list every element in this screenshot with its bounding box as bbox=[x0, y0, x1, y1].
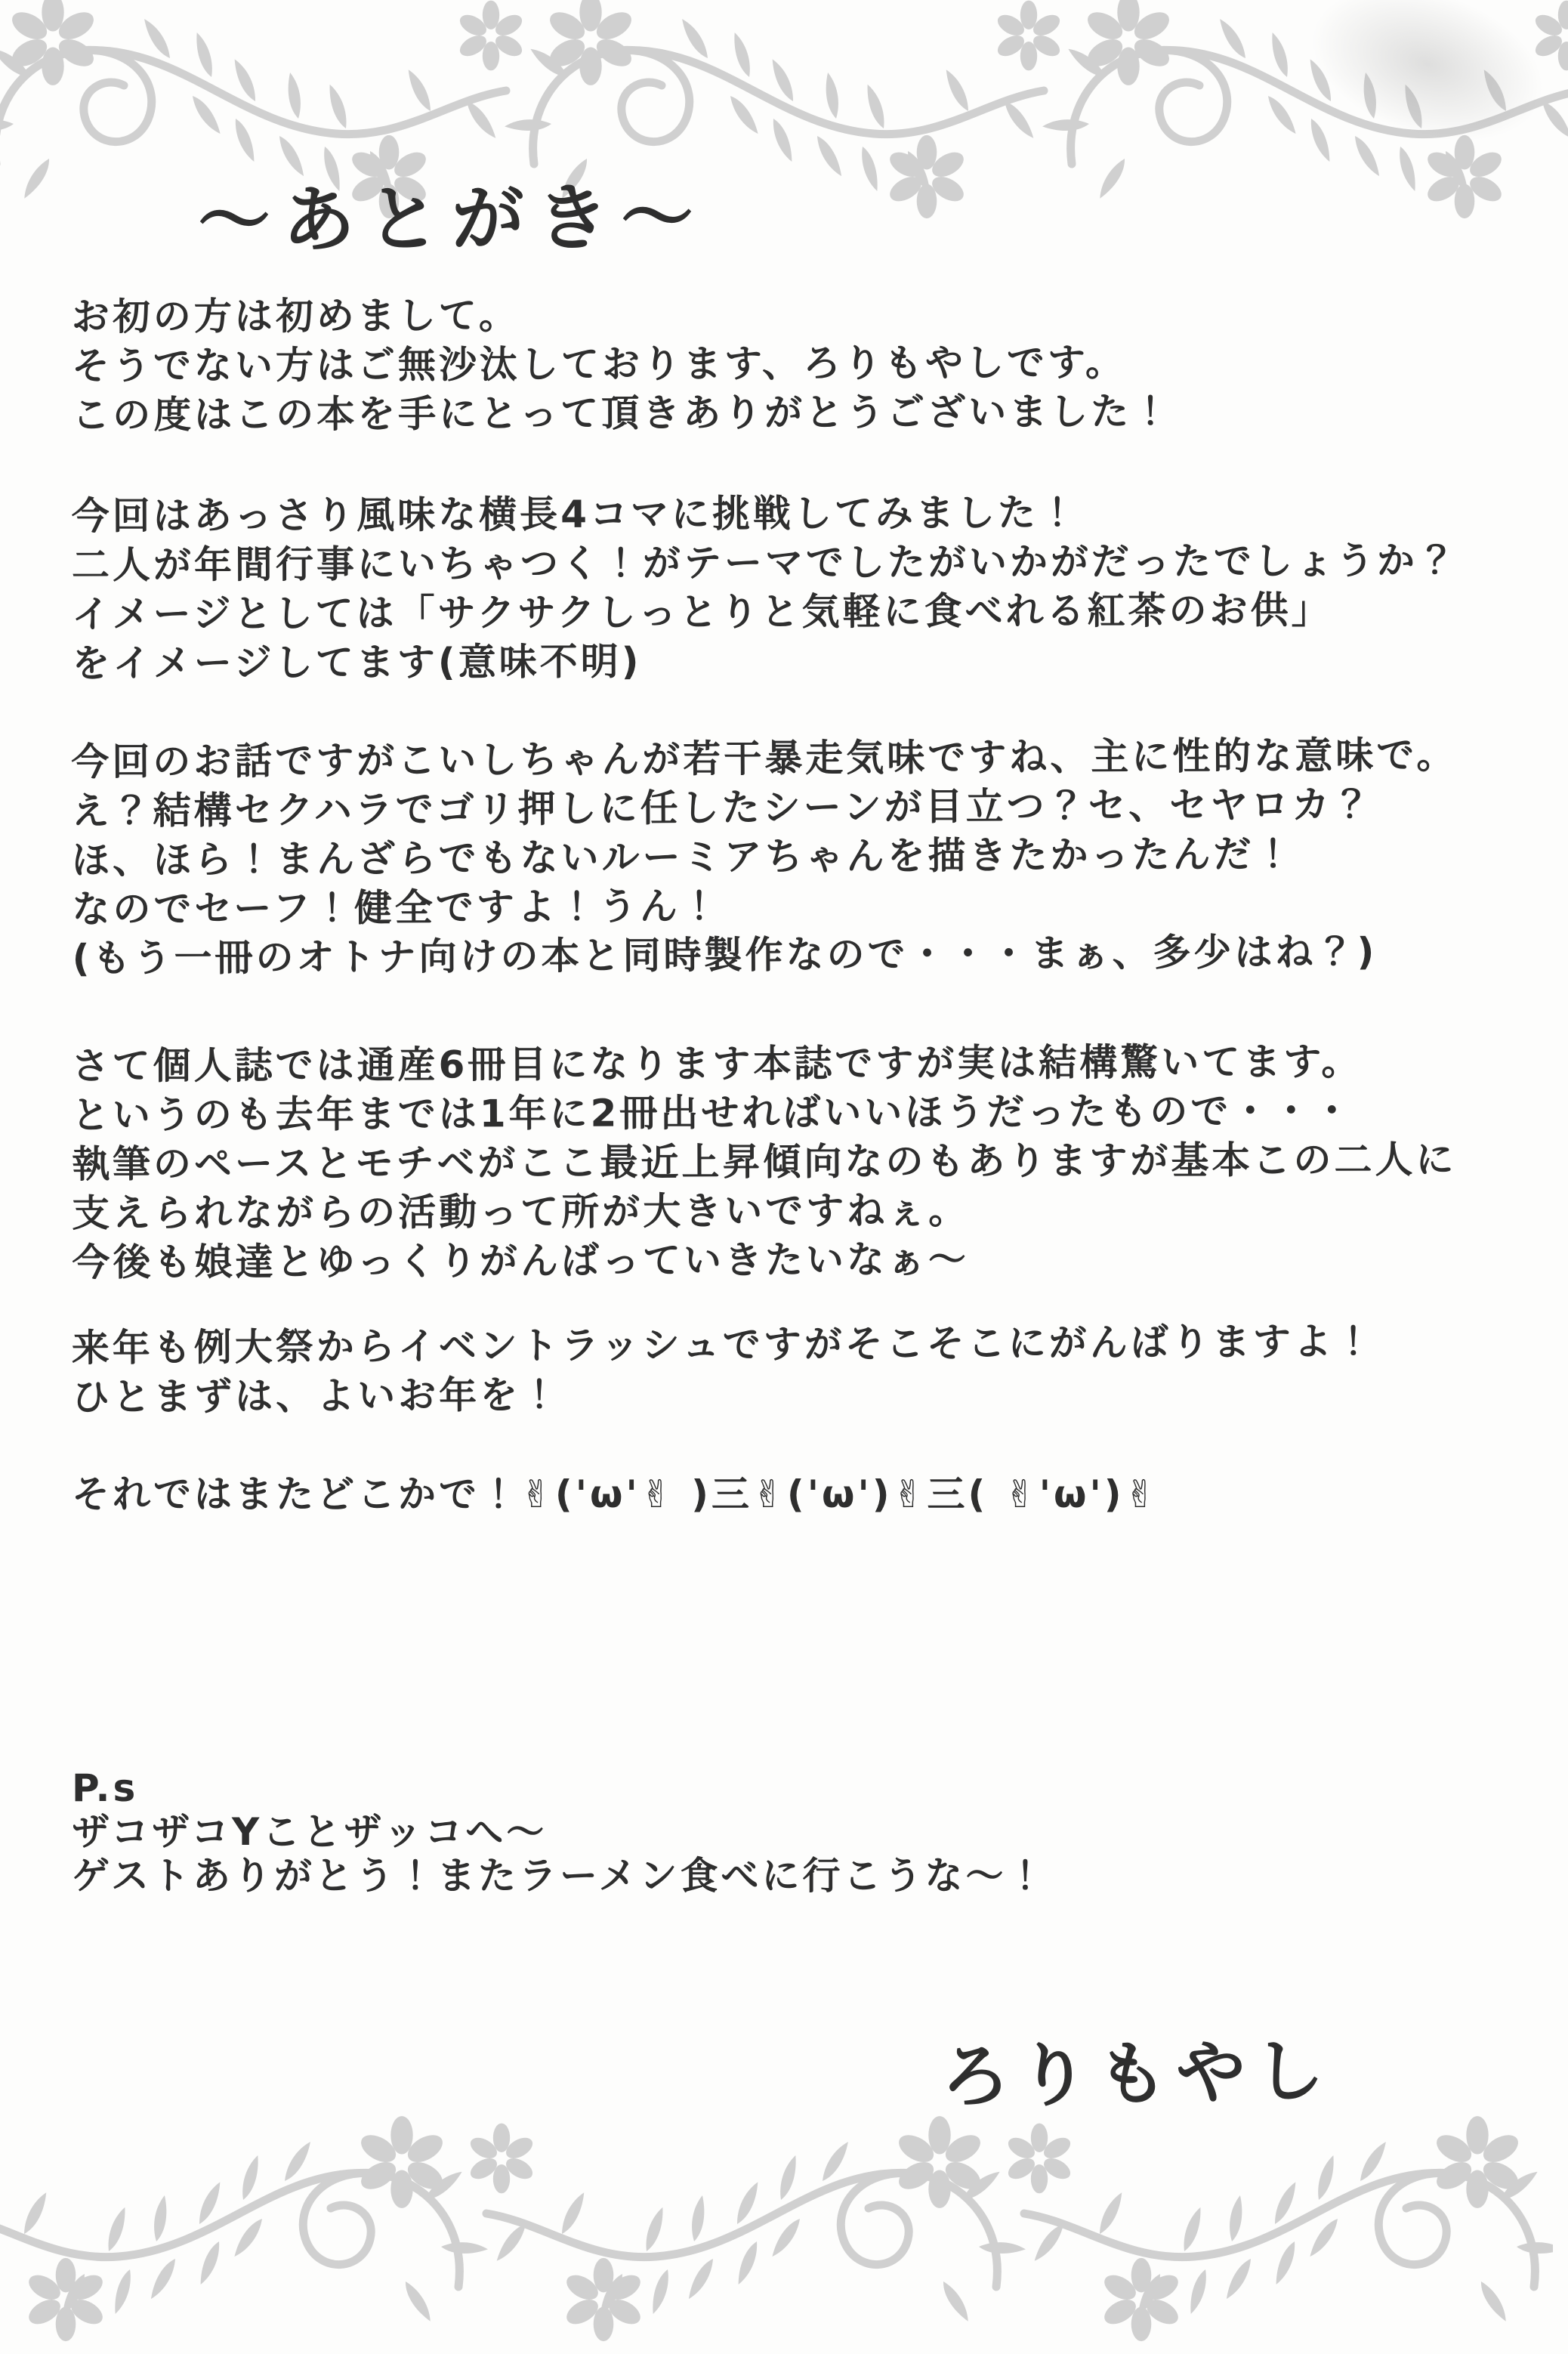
farewell-emoticon-line: それではまたどこかで！✌('ω'✌ )三✌('ω')✌三( ✌'ω')✌ bbox=[72, 1472, 1159, 1516]
text-line: というのも去年までは1年に2冊出せればいいほうだったもので・・・ bbox=[71, 1089, 1354, 1138]
text-line: (もう一冊のオトナ向けの本と同時製作なので・・・まぁ、多少はね？) bbox=[72, 929, 1378, 981]
text-line: イメージとしては「サクサクしっとりと気軽に食べれる紅茶のお供」 bbox=[72, 588, 1332, 637]
text-line: この度はこの本を手にとって頂きありがとうございました！ bbox=[72, 389, 1173, 437]
text-line: 二人が年間行事にいちゃつく！がテーマでしたがいかがだったでしょうか？ bbox=[71, 538, 1458, 588]
floral-garland-icon bbox=[0, 2102, 1553, 2351]
text-line: 来年も例大祭からイベントラッシュですがそこそこにがんばりますよ！ bbox=[71, 1319, 1375, 1370]
page-title: ～あとがき～ bbox=[197, 175, 706, 264]
author-signature: ろりもやし bbox=[940, 2030, 1335, 2118]
text-line: ほ、ほら！まんざらでもないルーミアちゃんを描きたかったんだ！ bbox=[71, 832, 1295, 882]
text-line: さて個人誌では通産6冊目になります本誌ですが実は結構驚いてます。 bbox=[71, 1040, 1363, 1089]
text-line: ザコザコYことザッコへ～ bbox=[72, 1810, 548, 1854]
floral-border-bottom bbox=[0, 2102, 1553, 2351]
text-line: なのでセーフ！健全ですよ！うん！ bbox=[72, 884, 721, 931]
text-line: お初の方は初めまして。 bbox=[71, 293, 520, 339]
paragraph-farewell bbox=[72, 1470, 1159, 1519]
paragraph-greeting bbox=[72, 289, 1173, 440]
text-line: 今回はあっさり風味な横長4コマに挑戦してみました！ bbox=[71, 490, 1080, 539]
paragraph-about-story bbox=[71, 731, 1458, 984]
paragraph-next-year bbox=[72, 1317, 1376, 1422]
paragraph-postscript bbox=[72, 1766, 1048, 1898]
text-line: ひとまずは、よいお年を！ bbox=[72, 1373, 562, 1420]
text-line: 今後も娘達とゆっくりがんばっていきたいなぁ～ bbox=[72, 1237, 970, 1285]
text-line: ゲストありがとう！またラーメン食べに行こうな～！ bbox=[72, 1854, 1048, 1898]
text-line: 今回のお話ですがこいしちゃんが若干暴走気味ですね、主に性的な意味で。 bbox=[71, 733, 1458, 784]
text-line: 執筆のペースとモチベがここ最近上昇傾向なのもありますが基本この二人に bbox=[71, 1137, 1457, 1187]
text-line: そうでない方はご無沙汰しております、ろりもやしです。 bbox=[71, 340, 1127, 388]
paragraph-reflection bbox=[71, 1037, 1457, 1287]
postscript-header: P.s bbox=[72, 1766, 139, 1810]
text-line: をイメージしてます(意味不明) bbox=[72, 639, 642, 686]
text-line: 支えられながらの活動って所が大きいですねぇ。 bbox=[72, 1188, 970, 1236]
text-line: え？結構セクハラでゴリ押しに任したシーンが目立つ？セ、セヤロカ？ bbox=[71, 782, 1374, 833]
paragraph-about-book bbox=[72, 487, 1459, 688]
